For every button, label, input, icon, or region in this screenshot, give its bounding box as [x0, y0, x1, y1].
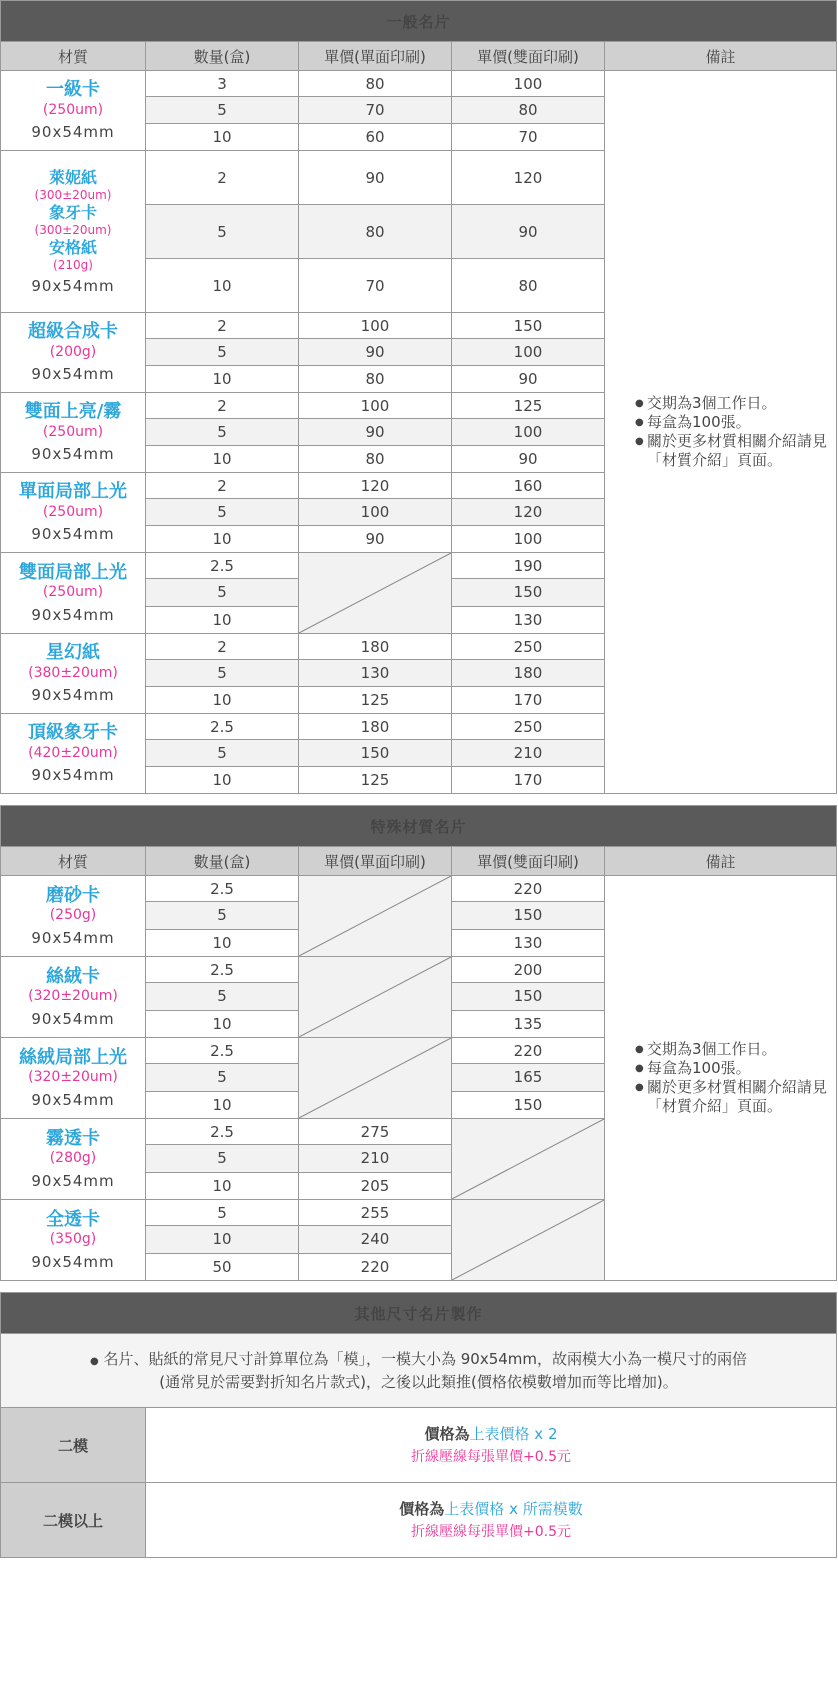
- level-label-two: 二模: [1, 1408, 146, 1483]
- diagonal-line: [299, 553, 451, 633]
- level-price-two: [146, 1408, 837, 1483]
- single-side-price: 220: [299, 1253, 452, 1280]
- quantity-cell: 10: [146, 366, 299, 393]
- single-side-na: [299, 957, 452, 1038]
- double-side-price: 100: [452, 71, 605, 97]
- column-header: 單價(雙面印刷): [452, 847, 605, 876]
- material-cell: [1, 957, 146, 1038]
- quantity-cell: 50: [146, 1253, 299, 1280]
- material-spec: (320±20um): [28, 988, 118, 1005]
- material-cell: [1, 1200, 146, 1281]
- quantity-cell: 3: [146, 71, 299, 97]
- double-side-price: 90: [452, 446, 605, 473]
- single-side-price: 80: [299, 205, 452, 259]
- material-name: 超級合成卡: [28, 321, 118, 343]
- double-side-na: [452, 1200, 605, 1281]
- single-side-price: 150: [299, 740, 452, 767]
- double-side-price: 150: [452, 313, 605, 339]
- quantity-cell: 2.5: [146, 957, 299, 983]
- single-side-price: 120: [299, 473, 452, 499]
- material-spec: (320±20um): [28, 1069, 118, 1086]
- material-name: 絲絨局部上光: [19, 1046, 127, 1068]
- column-header: 數量(盒): [146, 847, 299, 876]
- material-size: 90x54mm: [31, 1090, 115, 1109]
- quantity-cell: 5: [146, 1200, 299, 1226]
- material-name: 磨砂卡: [46, 884, 100, 906]
- material-name: 萊妮紙: [48, 167, 97, 187]
- single-side-price: 210: [299, 1145, 452, 1172]
- remark-item: ● 交期為3個工作日。: [635, 1040, 836, 1059]
- single-side-price: 80: [299, 71, 452, 97]
- single-side-price: 80: [299, 366, 452, 393]
- quantity-cell: 2.5: [146, 876, 299, 902]
- material-size: 90x54mm: [31, 928, 115, 947]
- quantity-cell: 5: [146, 983, 299, 1010]
- material-size: 90x54mm: [31, 1171, 115, 1190]
- remark-item: ● 每盒為100張。: [635, 1059, 836, 1078]
- material-name: 象牙卡: [48, 202, 97, 222]
- quantity-cell: 5: [146, 339, 299, 366]
- double-side-price: 180: [452, 660, 605, 687]
- diagonal-line: [299, 876, 451, 956]
- double-side-price: 130: [452, 606, 605, 633]
- quantity-cell: 10: [146, 1010, 299, 1037]
- not-available-diagonal: [452, 1200, 604, 1280]
- material-cell: [1, 71, 146, 151]
- double-side-price: 250: [452, 714, 605, 740]
- material-size: 90x54mm: [31, 766, 115, 785]
- price-prefix: 價格為: [399, 1499, 445, 1518]
- material-cell: [1, 1038, 146, 1119]
- quantity-cell: 5: [146, 579, 299, 606]
- double-side-price: 170: [452, 687, 605, 714]
- not-available-diagonal: [299, 553, 451, 633]
- double-side-price: 150: [452, 1091, 605, 1118]
- double-side-price: 120: [452, 499, 605, 526]
- single-side-price: 90: [299, 339, 452, 366]
- double-side-price: 150: [452, 902, 605, 929]
- diagonal-line: [299, 1038, 451, 1118]
- double-side-price: 220: [452, 876, 605, 902]
- other-sizes-section: [0, 1292, 838, 1558]
- bullet-icon: ●: [89, 1355, 99, 1367]
- quantity-cell: 5: [146, 1064, 299, 1091]
- price-prefix: 價格為: [424, 1424, 470, 1443]
- material-cell: [1, 1119, 146, 1200]
- single-side-price: 70: [299, 259, 452, 313]
- double-side-price: 120: [452, 151, 605, 205]
- not-available-diagonal: [299, 1038, 451, 1118]
- level-label-more: 二模以上: [1, 1483, 146, 1558]
- quantity-cell: 10: [146, 606, 299, 633]
- double-side-price: 200: [452, 957, 605, 983]
- table-row: [1, 876, 837, 902]
- material-cell: [1, 393, 146, 473]
- double-side-price: 100: [452, 419, 605, 446]
- quantity-cell: 10: [146, 1172, 299, 1199]
- column-header: 材質: [1, 847, 146, 876]
- quantity-cell: 2: [146, 313, 299, 339]
- column-header: 材質: [1, 42, 146, 71]
- remark-item: ● 每盒為100張。: [635, 413, 836, 432]
- single-side-price: 100: [299, 313, 452, 339]
- quantity-cell: 2: [146, 634, 299, 660]
- single-side-price: 100: [299, 393, 452, 419]
- single-side-price: 100: [299, 499, 452, 526]
- quantity-cell: 5: [146, 97, 299, 124]
- price-formula: 上表價格 x 所需模數: [444, 1499, 583, 1518]
- remark-item: ● 關於更多材質相關介紹請見「材質介紹」頁面。: [635, 1078, 836, 1116]
- remarks-list: [605, 394, 836, 470]
- header-row: [1, 42, 837, 71]
- quantity-cell: 5: [146, 499, 299, 526]
- general-price-table: [0, 0, 837, 794]
- material-name: 單面局部上光: [19, 481, 127, 503]
- material-spec: (250um): [42, 423, 104, 440]
- material-size: 90x54mm: [31, 445, 115, 464]
- fold-surcharge: 折線壓線每張單價+0.5元: [411, 1523, 571, 1540]
- material-name: 雙面局部上光: [19, 561, 127, 583]
- other-sizes-intro: [1, 1334, 837, 1408]
- quantity-cell: 10: [146, 767, 299, 794]
- double-side-price: 150: [452, 983, 605, 1010]
- material-spec: (250um): [42, 503, 104, 520]
- material-size: 90x54mm: [31, 365, 115, 384]
- material-spec: (210g): [53, 257, 93, 272]
- material-name: 全透卡: [46, 1208, 100, 1230]
- quantity-cell: 10: [146, 687, 299, 714]
- diagonal-line: [452, 1200, 604, 1280]
- quantity-cell: 5: [146, 740, 299, 767]
- quantity-cell: 10: [146, 259, 299, 313]
- remarks-cell: [605, 71, 837, 794]
- quantity-cell: 10: [146, 929, 299, 956]
- single-side-na: [299, 876, 452, 957]
- material-spec: (200g): [49, 343, 97, 360]
- quantity-cell: 10: [146, 1226, 299, 1253]
- double-side-price: 250: [452, 634, 605, 660]
- double-side-price: 80: [452, 97, 605, 124]
- material-size: 90x54mm: [31, 686, 115, 705]
- double-side-price: 220: [452, 1038, 605, 1064]
- double-side-price: 130: [452, 929, 605, 956]
- remarks-cell: [605, 876, 837, 1281]
- single-side-price: 275: [299, 1119, 452, 1145]
- material-name: 安格紙: [48, 237, 97, 257]
- column-header: 單價(單面印刷): [299, 847, 452, 876]
- material-spec: (300±20um): [34, 187, 112, 202]
- column-header: 單價(雙面印刷): [452, 42, 605, 71]
- material-cell: [1, 553, 146, 634]
- material-name: 雙面上亮/霧: [24, 401, 122, 423]
- other-sizes-title: 其他尺寸名片製作: [1, 1293, 837, 1334]
- material-name: 星幻紙: [46, 642, 100, 664]
- special-cards-section: [0, 805, 838, 1281]
- not-available-diagonal: [452, 1119, 604, 1199]
- single-side-price: 205: [299, 1172, 452, 1199]
- general-cards-section: [0, 0, 838, 794]
- header-row: [1, 847, 837, 876]
- column-header: 單價(單面印刷): [299, 42, 452, 71]
- quantity-cell: 2.5: [146, 553, 299, 579]
- quantity-cell: 10: [146, 124, 299, 151]
- quantity-cell: 5: [146, 205, 299, 259]
- single-side-price: 90: [299, 526, 452, 553]
- intro-line-1: 名片、貼紙的常見尺寸計算單位為「模」，一模大小為 90x54mm，故兩模大小為一模尺寸的兩倍: [103, 1349, 748, 1368]
- remark-item: ● 交期為3個工作日。: [635, 394, 836, 413]
- material-name: 一級卡: [46, 79, 100, 101]
- section-title: 特殊材質名片: [1, 806, 837, 847]
- quantity-cell: 5: [146, 902, 299, 929]
- single-side-price: 180: [299, 634, 452, 660]
- not-available-diagonal: [299, 957, 451, 1037]
- single-side-price: 130: [299, 660, 452, 687]
- double-side-price: 80: [452, 259, 605, 313]
- single-side-na: [299, 553, 452, 634]
- double-side-price: 90: [452, 205, 605, 259]
- double-side-na: [452, 1119, 605, 1200]
- double-side-price: 125: [452, 393, 605, 419]
- remarks-list: [605, 1040, 836, 1116]
- material-size: 90x54mm: [31, 123, 115, 142]
- material-size: 90x54mm: [31, 1009, 115, 1028]
- double-side-price: 70: [452, 124, 605, 151]
- material-spec: (300±20um): [34, 222, 112, 237]
- material-cell: [1, 634, 146, 714]
- material-size: 90x54mm: [31, 525, 115, 544]
- single-side-price: 125: [299, 767, 452, 794]
- quantity-cell: 5: [146, 1145, 299, 1172]
- material-cell: [1, 313, 146, 393]
- quantity-cell: 2: [146, 151, 299, 205]
- column-header: 數量(盒): [146, 42, 299, 71]
- quantity-cell: 2: [146, 473, 299, 499]
- quantity-cell: 10: [146, 1091, 299, 1118]
- special-price-table: [0, 805, 837, 1281]
- single-side-price: 60: [299, 124, 452, 151]
- single-side-price: 255: [299, 1200, 452, 1226]
- material-cell: [1, 473, 146, 553]
- double-side-price: 135: [452, 1010, 605, 1037]
- single-side-price: 70: [299, 97, 452, 124]
- table-row: [1, 71, 837, 97]
- quantity-cell: 10: [146, 446, 299, 473]
- material-name: 霧透卡: [46, 1127, 100, 1149]
- section-title: 一般名片: [1, 1, 837, 42]
- single-side-price: 180: [299, 714, 452, 740]
- material-cell: [1, 714, 146, 794]
- material-spec: (380±20um): [28, 664, 118, 681]
- intro-line-2: (通常見於需要對折知名片款式)，之後以此類推(價格依模數增加而等比增加)。: [159, 1372, 678, 1391]
- column-header: 備註: [605, 847, 837, 876]
- level-price-more: [146, 1483, 837, 1558]
- double-side-price: 165: [452, 1064, 605, 1091]
- column-header: 備註: [605, 42, 837, 71]
- single-side-price: 125: [299, 687, 452, 714]
- quantity-cell: 2.5: [146, 714, 299, 740]
- double-side-price: 100: [452, 526, 605, 553]
- fold-surcharge: 折線壓線每張單價+0.5元: [411, 1448, 571, 1465]
- single-side-price: 90: [299, 419, 452, 446]
- material-cell: [1, 151, 146, 313]
- remark-item: ● 關於更多材質相關介紹請見「材質介紹」頁面。: [635, 432, 836, 470]
- not-available-diagonal: [299, 876, 451, 956]
- material-spec: (350g): [49, 1231, 97, 1248]
- material-spec: (420±20um): [28, 744, 118, 761]
- other-sizes-table: [0, 1292, 837, 1558]
- quantity-cell: 10: [146, 526, 299, 553]
- quantity-cell: 2.5: [146, 1038, 299, 1064]
- double-side-price: 210: [452, 740, 605, 767]
- double-side-price: 150: [452, 579, 605, 606]
- material-name: 頂級象牙卡: [28, 722, 118, 744]
- single-side-price: 80: [299, 446, 452, 473]
- single-side-price: 90: [299, 151, 452, 205]
- quantity-cell: 2: [146, 393, 299, 419]
- material-spec: (250g): [49, 907, 97, 924]
- single-side-price: 240: [299, 1226, 452, 1253]
- double-side-price: 90: [452, 366, 605, 393]
- quantity-cell: 5: [146, 660, 299, 687]
- material-spec: (250um): [42, 584, 104, 601]
- double-side-price: 100: [452, 339, 605, 366]
- material-spec: (250um): [42, 101, 104, 118]
- quantity-cell: 5: [146, 419, 299, 446]
- price-formula: 上表價格 x 2: [469, 1424, 558, 1443]
- double-side-price: 190: [452, 553, 605, 579]
- diagonal-line: [452, 1119, 604, 1199]
- quantity-cell: 2.5: [146, 1119, 299, 1145]
- double-side-price: 160: [452, 473, 605, 499]
- double-side-price: 170: [452, 767, 605, 794]
- material-name: 絲絨卡: [46, 965, 100, 987]
- single-side-na: [299, 1038, 452, 1119]
- material-size: 90x54mm: [31, 276, 115, 295]
- material-spec: (280g): [49, 1150, 97, 1167]
- material-size: 90x54mm: [31, 605, 115, 624]
- material-size: 90x54mm: [31, 1252, 115, 1271]
- diagonal-line: [299, 957, 451, 1037]
- material-cell: [1, 876, 146, 957]
